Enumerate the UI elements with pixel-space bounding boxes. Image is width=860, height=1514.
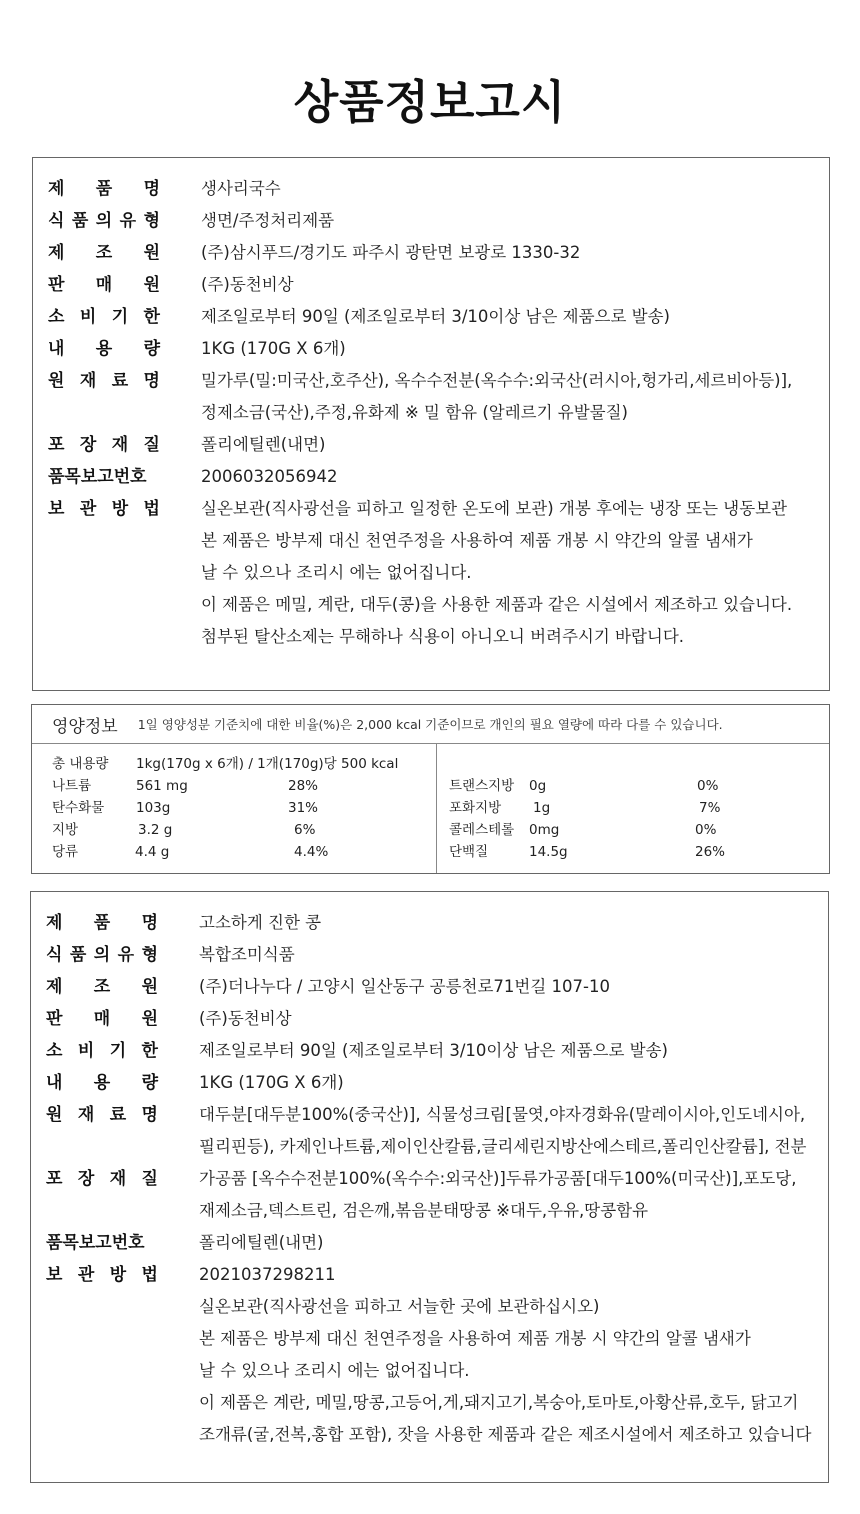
nutrition-box	[31, 704, 830, 874]
info-row-value	[199, 1163, 797, 1227]
label-char: 원	[143, 243, 160, 263]
label-char: 명	[141, 913, 158, 933]
value-line: 이 제품은 메밀, 계란, 대두(콩)을 사용한 제품과 같은 시설에서 제조하고 있습니다.	[201, 595, 793, 614]
nutrition-percent: 4.4%	[294, 844, 329, 860]
label-char: 보	[46, 1265, 63, 1285]
info-row	[33, 237, 829, 269]
label-char: 량	[143, 339, 160, 359]
value-line: 제조일로부터 90일 (제조일로부터 3/10이상 남은 제품으로 발송)	[199, 1041, 668, 1060]
nutrition-divider	[436, 743, 437, 873]
label-char: 품	[93, 913, 111, 933]
info-row-label	[46, 939, 158, 971]
info-row-label	[48, 205, 160, 237]
label-char: 식	[46, 945, 63, 965]
value-line: 본 제품은 방부제 대신 천연주정을 사용하여 제품 개봉 시 약간의 알콜 냄새가	[199, 1329, 751, 1348]
label-char: 제	[46, 977, 63, 997]
label-char: 비	[79, 307, 97, 327]
nutrition-name: 트랜스지방	[449, 778, 515, 794]
value-line: 2021037298211	[199, 1265, 336, 1284]
value-line: 제조일로부터 90일 (제조일로부터 3/10이상 남은 제품으로 발송)	[201, 307, 670, 326]
nutrition-amount: 4.4 g	[135, 844, 170, 860]
label-char: 내	[48, 339, 65, 359]
label-char: 질	[143, 435, 160, 455]
info-row	[31, 1259, 828, 1451]
value-line: 복합조미식품	[199, 945, 295, 964]
label-char: 용	[93, 1073, 111, 1093]
info-row	[31, 1067, 828, 1099]
label-char: 형	[143, 211, 160, 231]
info-row-value	[199, 1227, 323, 1259]
nutrition-total-value: 1kg(170g x 6개) / 1개(170g)당 500 kcal	[136, 756, 399, 772]
info-row	[33, 333, 829, 365]
info-row-value	[199, 1003, 292, 1035]
value-line: (주)동천비상	[201, 275, 294, 294]
info-row	[33, 429, 829, 461]
label-char: 명	[143, 179, 160, 199]
nutrition-name: 탄수화물	[52, 800, 105, 816]
label-char: 용	[95, 339, 113, 359]
label-char: 포	[46, 1169, 63, 1189]
nutrition-percent: 7%	[699, 800, 721, 816]
label-char: 유	[117, 945, 135, 965]
info-row	[31, 907, 828, 939]
product-info-rows-2	[31, 907, 828, 1451]
info-row-label	[46, 1067, 158, 1099]
value-line: 이 제품은 계란, 메밀,땅콩,고등어,게,돼지고기,복숭아,토마토,아황산류,호두, 닭고기	[199, 1393, 799, 1412]
label-char: 매	[95, 275, 113, 295]
label-char: 장	[77, 1169, 95, 1189]
label-char: 기	[111, 307, 129, 327]
label-char: 비	[77, 1041, 95, 1061]
label-char: 품목보고번호	[48, 467, 147, 487]
nutrition-name: 콜레스테롤	[449, 822, 515, 838]
label-char: 소	[48, 307, 65, 327]
info-row-value	[201, 173, 281, 205]
product-info-box-2	[30, 891, 829, 1483]
value-line: 정제소금(국산),주정,유화제 ※ 밀 함유 (알레르기 유발물질)	[201, 403, 628, 422]
info-row-label	[46, 1227, 158, 1259]
info-row-value	[199, 1099, 806, 1163]
label-char: 보	[48, 499, 65, 519]
nutrition-percent: 6%	[294, 822, 316, 838]
nutrition-title: 영양정보	[52, 716, 118, 737]
label-char: 품목보고번호	[46, 1233, 145, 1253]
label-char: 형	[141, 945, 158, 965]
info-row-value	[201, 493, 792, 653]
info-row-label	[46, 971, 158, 1003]
info-row-value	[201, 237, 580, 269]
info-row	[33, 301, 829, 333]
info-row-value	[201, 429, 325, 461]
info-row	[33, 461, 829, 493]
label-char: 관	[77, 1265, 95, 1285]
nutrition-amount: 14.5g	[529, 844, 568, 860]
info-row-label	[48, 493, 160, 525]
value-line: 폴리에틸렌(내면)	[199, 1233, 324, 1252]
label-char: 재	[79, 371, 97, 391]
info-row	[31, 1163, 828, 1227]
value-line: 밀가루(밀:미국산,호주산), 옥수수전분(옥수수:외국산(러시아,헝가리,세르비아등)],	[201, 371, 793, 390]
value-line: 폴리에틸렌(내면)	[201, 435, 326, 454]
value-line: 1KG (170G X 6개)	[201, 339, 346, 358]
label-char: 조	[95, 243, 113, 263]
label-char: 명	[141, 1105, 158, 1125]
nutrition-name: 단백질	[449, 844, 489, 860]
label-char: 품	[71, 211, 89, 231]
info-row-label	[48, 173, 160, 205]
nutrition-amount: 0mg	[529, 822, 560, 838]
nutrition-name: 당류	[52, 844, 79, 860]
product-info-box-1	[32, 157, 830, 691]
label-char: 원	[141, 977, 158, 997]
nutrition-percent: 0%	[695, 822, 717, 838]
info-row-label	[46, 907, 158, 939]
label-char: 료	[111, 371, 129, 391]
info-row-label	[46, 1099, 158, 1131]
value-line: 2006032056942	[201, 467, 338, 486]
label-char: 량	[141, 1073, 158, 1093]
info-row-value	[199, 1067, 344, 1099]
nutrition-percent: 31%	[288, 800, 319, 816]
nutrition-percent: 28%	[288, 778, 319, 794]
info-row-value	[201, 365, 792, 429]
info-row-label	[48, 461, 160, 493]
nutrition-percent: 26%	[695, 844, 726, 860]
label-char: 의	[95, 211, 113, 231]
label-char: 관	[79, 499, 97, 519]
info-row-label	[46, 1259, 158, 1291]
info-row-value	[201, 205, 334, 237]
value-line: (주)더나누다 / 고양시 일산동구 공릉천로71번길 107-10	[199, 977, 610, 996]
page-title: 상품정보고시	[293, 75, 567, 129]
value-line: 날 수 있으나 조리시 에는 없어집니다.	[199, 1361, 470, 1380]
label-char: 제	[46, 913, 63, 933]
info-row	[31, 1099, 828, 1163]
product-info-rows-1	[33, 173, 829, 653]
nutrition-header	[32, 705, 829, 744]
nutrition-name: 나트륨	[52, 778, 92, 794]
info-row-label	[48, 301, 160, 333]
value-line: 실온보관(직사광선을 피하고 일정한 온도에 보관) 개봉 후에는 냉장 또는 냉동보관	[201, 499, 788, 518]
label-char: 매	[93, 1009, 111, 1029]
nutrition-amount: 103g	[136, 800, 171, 816]
label-char: 장	[79, 435, 97, 455]
label-char: 재	[77, 1105, 95, 1125]
label-char: 포	[48, 435, 65, 455]
info-row	[31, 1227, 828, 1259]
value-line: 필리핀등), 카제인나트륨,제이인산칼륨,글리세린지방산에스테르,폴리인산칼륨], 전분	[199, 1137, 807, 1156]
value-line: 가공품 [옥수수전분100%(옥수수:외국산)]두류가공품[대두100%(미국산)],포도당,	[199, 1169, 797, 1188]
nutrition-amount: 3.2 g	[138, 822, 173, 838]
nutrition-percent: 0%	[697, 778, 719, 794]
value-line: 1KG (170G X 6개)	[199, 1073, 344, 1092]
label-char: 판	[48, 275, 65, 295]
label-char: 유	[119, 211, 137, 231]
info-row	[31, 939, 828, 971]
label-char: 방	[109, 1265, 127, 1285]
label-char: 재	[111, 435, 129, 455]
label-char: 식	[48, 211, 65, 231]
info-row-value	[199, 939, 295, 971]
label-char: 질	[141, 1169, 158, 1189]
label-char: 품	[69, 945, 87, 965]
nutrition-note: 1일 영양성분 기준치에 대한 비율(%)은 2,000 kcal 기준이므로 개인의 필요 열량에 따라 다를 수 있습니다.	[137, 717, 723, 732]
info-row	[33, 493, 829, 653]
label-char: 명	[143, 371, 160, 391]
label-char: 판	[46, 1009, 63, 1029]
info-row-label	[48, 237, 160, 269]
info-row	[31, 1003, 828, 1035]
label-char: 원	[143, 275, 160, 295]
label-char: 조	[93, 977, 111, 997]
info-row-value	[201, 301, 670, 333]
info-row-value	[199, 1259, 812, 1451]
info-row	[33, 269, 829, 301]
nutrition-name: 지방	[52, 822, 79, 838]
value-line: 재제소금,덱스트린, 검은깨,볶음분태땅콩 ※대두,우유,땅콩함유	[199, 1201, 649, 1220]
info-row-label	[46, 1003, 158, 1035]
label-char: 제	[48, 179, 65, 199]
label-char: 원	[48, 371, 65, 391]
info-row-value	[199, 1035, 668, 1067]
nutrition-amount: 1g	[533, 800, 551, 816]
label-char: 제	[48, 243, 65, 263]
value-line: 생사리국수	[201, 179, 281, 198]
label-char: 방	[111, 499, 129, 519]
value-line: (주)삼시푸드/경기도 파주시 광탄면 보광로 1330-32	[201, 243, 581, 262]
info-row-label	[46, 1035, 158, 1067]
label-char: 법	[143, 499, 160, 519]
nutrition-name: 포화지방	[449, 800, 502, 816]
value-line: 첨부된 탈산소제는 무해하나 식용이 아니오니 버려주시기 바랍니다.	[201, 627, 685, 646]
value-line: 날 수 있으나 조리시 에는 없어집니다.	[201, 563, 472, 582]
info-row-value	[201, 269, 294, 301]
nutrition-amount: 561 mg	[136, 778, 188, 794]
label-char: 소	[46, 1041, 63, 1061]
info-row-value	[199, 971, 610, 1003]
info-row-label	[48, 365, 160, 397]
label-char: 내	[46, 1073, 63, 1093]
value-line: 조개류(굴,전복,홍합 포함), 잣을 사용한 제품과 같은 제조시설에서 제조하고 있습니다	[199, 1425, 812, 1444]
info-row-label	[48, 269, 160, 301]
value-line: 생면/주정처리제품	[201, 211, 335, 230]
label-char: 한	[143, 307, 160, 327]
label-char: 기	[109, 1041, 127, 1061]
info-row	[33, 365, 829, 429]
label-char: 원	[141, 1009, 158, 1029]
info-row	[33, 205, 829, 237]
value-line: 고소하게 진한 콩	[199, 913, 322, 932]
label-char: 원	[46, 1105, 63, 1125]
label-char: 한	[141, 1041, 158, 1061]
info-row	[31, 971, 828, 1003]
info-row-value	[199, 907, 321, 939]
value-line: (주)동천비상	[199, 1009, 292, 1028]
value-line: 본 제품은 방부제 대신 천연주정을 사용하여 제품 개봉 시 약간의 알콜 냄새가	[201, 531, 753, 550]
nutrition-amount: 0g	[529, 778, 547, 794]
info-row	[33, 173, 829, 205]
label-char: 재	[109, 1169, 127, 1189]
info-row	[31, 1035, 828, 1067]
info-row-label	[46, 1163, 158, 1195]
label-char: 법	[141, 1265, 158, 1285]
label-char: 품	[95, 179, 113, 199]
label-char: 의	[93, 945, 111, 965]
info-row-value	[201, 461, 337, 493]
value-line: 실온보관(직사광선을 피하고 서늘한 곳에 보관하십시오)	[199, 1297, 600, 1316]
info-row-label	[48, 333, 160, 365]
info-row-value	[201, 333, 346, 365]
value-line: 대두분[대두분100%(중국산)], 식물성크림[물엿,야자경화유(말레이시아,인도네시아,	[199, 1105, 806, 1124]
nutrition-total-label: 총 내용량	[52, 756, 109, 772]
info-row-label	[48, 429, 160, 461]
label-char: 료	[109, 1105, 127, 1125]
